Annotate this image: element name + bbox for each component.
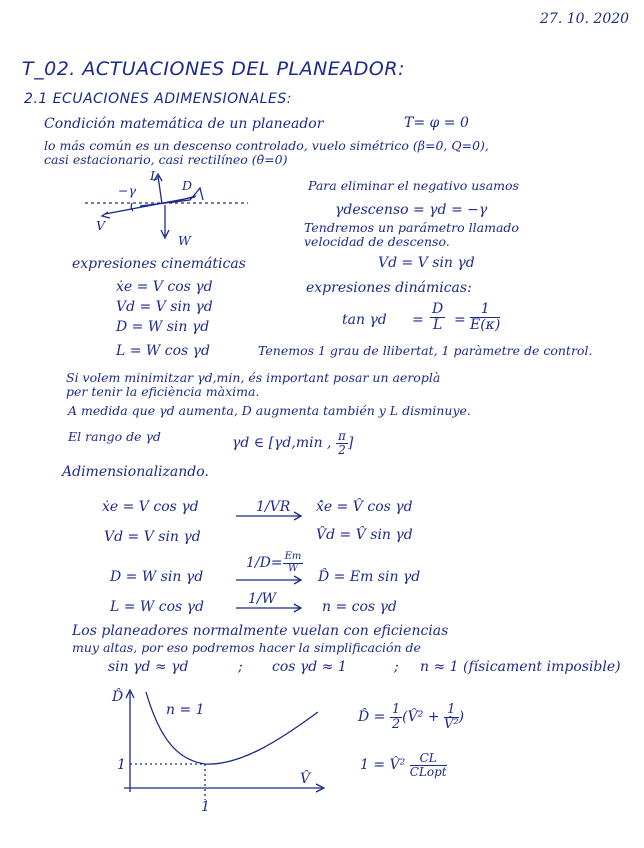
kinematic-eq-3: D = W sin γd bbox=[116, 319, 210, 335]
formula-drag bbox=[358, 703, 464, 731]
approx-sin: sin γd ≈ γd bbox=[108, 659, 189, 675]
approx-n: n ≈ 1 (físicament imposible) bbox=[420, 659, 621, 675]
graph-curve-label: n = 1 bbox=[166, 702, 205, 718]
condition-line-1: Condición matemática de un planeador bbox=[44, 116, 324, 132]
formula-lift bbox=[360, 752, 447, 778]
condition-line-3: casi estacionario, casi rectilíneo (θ̇=0) bbox=[44, 152, 288, 167]
range-pi: π bbox=[337, 429, 346, 443]
condition-equation: T= φ = 0 bbox=[404, 115, 469, 131]
note-degree-of-freedom: Tenemos 1 grau de llibertat, 1 paràmetre de control. bbox=[258, 343, 593, 358]
frac-one: 1 bbox=[470, 302, 500, 318]
formula-drag-inv-num: 1 bbox=[444, 703, 459, 718]
adim-label: Adimensionalizando. bbox=[62, 464, 209, 480]
note-max-efficiency: per tenir la eficiència màxima. bbox=[66, 384, 260, 399]
kinematic-eq-4: L = W cos γd bbox=[116, 343, 211, 359]
adim-row1-arrow-label: 1/VR bbox=[256, 499, 291, 515]
graph-y-label: D̂ bbox=[112, 689, 124, 705]
drag-label: D bbox=[182, 178, 193, 193]
approx-cos: cos γd ≈ 1 bbox=[272, 659, 347, 675]
descent-gamma-equation: γdescenso = γd = −γ bbox=[335, 202, 488, 218]
adim-row3-arrow-a: 1/D bbox=[246, 555, 271, 571]
formula-drag-close: ) bbox=[458, 709, 465, 726]
formula-lift-lhs: 1 = V̂² bbox=[360, 757, 406, 774]
note-range-label: El rango de γd bbox=[68, 429, 161, 444]
lift-label: L bbox=[150, 168, 159, 183]
adim-row3-em: Em bbox=[284, 551, 302, 562]
formula-drag-lhs: D̂ = bbox=[358, 709, 390, 726]
adim-row3-w: W bbox=[287, 562, 299, 574]
frac-e: E(κ) bbox=[470, 316, 501, 333]
adim-row3-arrow-eq: = bbox=[270, 555, 283, 571]
graph-x-label: V̂ bbox=[300, 771, 311, 787]
graph-y-tick: 1 bbox=[117, 757, 126, 773]
note-eliminate-negative: Para eliminar el negativo usamos bbox=[308, 178, 519, 193]
note-descent-velocity: velocidad de descenso. bbox=[304, 234, 450, 249]
velocity-label: V bbox=[96, 218, 106, 233]
approx-sep-2: ; bbox=[394, 659, 399, 675]
descent-velocity-equation: Vd = V sin γd bbox=[378, 255, 475, 271]
range-close: ] bbox=[347, 435, 354, 452]
adim-row4-arrow-label: 1/W bbox=[248, 591, 277, 607]
kinematic-eq-1: ẋe = V cos γd bbox=[116, 279, 213, 295]
frac-d: D bbox=[432, 301, 444, 317]
formula-drag-paren: (V̂² + bbox=[402, 709, 444, 726]
formula-lift-clopt: CLopt bbox=[409, 764, 447, 779]
equals-sign-2: = bbox=[454, 312, 466, 328]
graph-x-tick: 1 bbox=[201, 799, 210, 815]
weight-label: W bbox=[178, 233, 191, 248]
formula-drag-half-den: 2 bbox=[391, 716, 401, 732]
note-minimize: Si volem minimitzar γd,min, és important posar un aeroplà bbox=[66, 370, 441, 385]
adim-row1-right: x̂̇e = V̂ cos γd bbox=[316, 499, 413, 515]
final-note-1: Los planeadores normalmente vuelan con eficiencias bbox=[72, 623, 449, 639]
note-gamma-increase: A medida que γd aumenta, D augmenta también y L disminuye. bbox=[68, 403, 471, 418]
equals-sign-1: = bbox=[412, 312, 424, 328]
kinematic-expressions-label: expresiones cinemáticas bbox=[72, 256, 246, 272]
dynamic-expressions-label: expresiones dinámicas: bbox=[306, 280, 472, 296]
formula-drag-half-num: 1 bbox=[391, 702, 401, 717]
formula-drag-inv-den: V̂² bbox=[443, 716, 459, 732]
formula-lift-cl: CL bbox=[410, 752, 447, 766]
tan-gamma: tan γd bbox=[342, 312, 387, 328]
adim-row1-left: ẋe = V cos γd bbox=[102, 499, 199, 515]
note-parameter: Tendremos un parámetro llamado bbox=[304, 220, 519, 235]
final-note-2: muy altas, por eso podremos hacer la simplificación de bbox=[72, 640, 421, 655]
approx-sep-1: ; bbox=[238, 659, 243, 675]
adim-row3-left: D = W sin γd bbox=[110, 569, 204, 585]
adim-row4-right: n = cos γd bbox=[322, 599, 397, 615]
adim-row2-right: V̂d = V̂ sin γd bbox=[316, 527, 413, 543]
adim-row4-left: L = W cos γd bbox=[110, 599, 205, 615]
gamma-label: −γ bbox=[118, 183, 136, 198]
range-two: 2 bbox=[338, 442, 346, 457]
adim-row2-left: Vd = V sin γd bbox=[104, 529, 201, 545]
kinematic-eq-2: Vd = V sin γd bbox=[116, 299, 213, 315]
condition-line-2: lo más común es un descenso controlado, vuelo simétrico (β=0, Q=0), bbox=[44, 138, 489, 153]
frac-l: L bbox=[432, 316, 443, 333]
page-title: T_02. ACTUACIONES DEL PLANEADOR: bbox=[22, 58, 405, 80]
date: 27. 10. 2020 bbox=[540, 11, 630, 27]
range-start: γd ∈ [γd,min , bbox=[232, 435, 336, 452]
section-heading: 2.1 ECUACIONES ADIMENSIONALES: bbox=[24, 91, 292, 107]
adim-row3-right: D̂ = Em sin γd bbox=[318, 569, 421, 585]
